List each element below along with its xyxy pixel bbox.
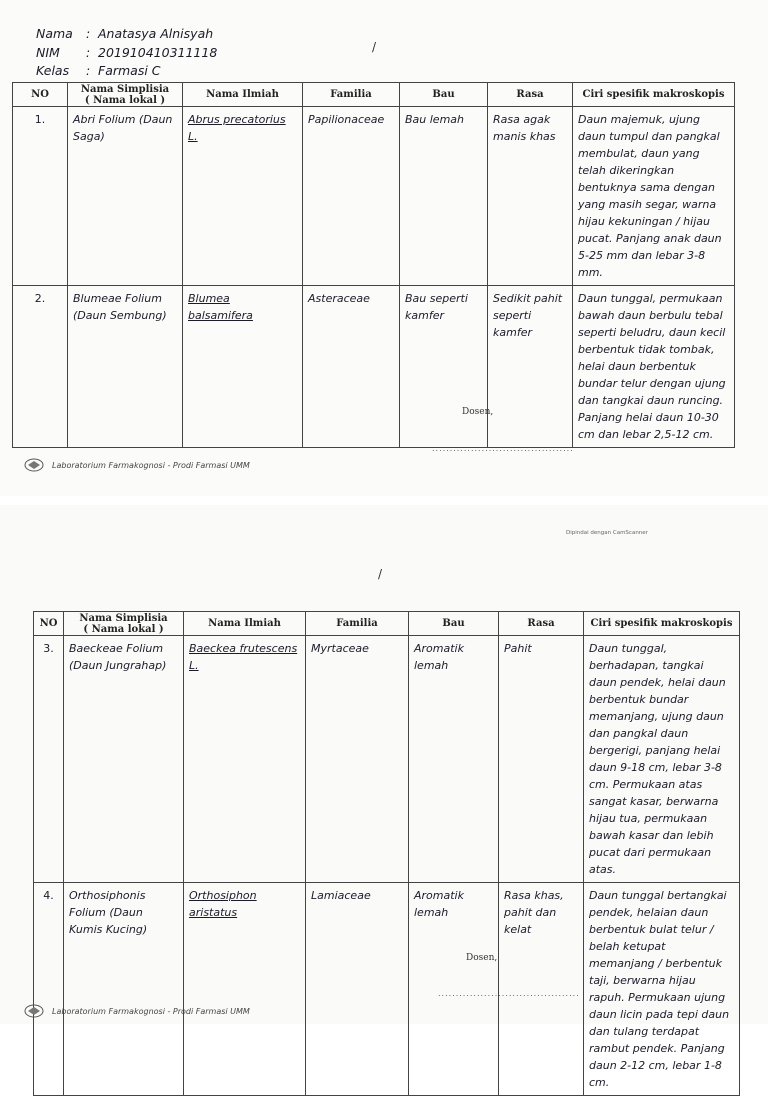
col-header-familia: Familia [303,83,400,107]
kelas-value: Farmasi C [98,63,161,78]
nim-sep: : [86,45,91,60]
page-gap [0,496,768,505]
footer [24,458,250,472]
nama-value: Anatasya Alnisyah [98,26,214,41]
row-ciri: Daun tunggal, berhadapan, tangkai daun pendek, helai daun berbentuk bundar memanjang, ujung daun dan pangkal daun bergerigi, panjang helai daun 9-18 cm, lebar 3-8 cm. Permukaan atas sangat kasar, berwarna hijau tua, permukaan bawah kasar dan lebih pucat dari permukaan atas. [589,642,726,876]
nama-sep: : [86,26,91,41]
row-bau: Bau seperti kamfer [405,292,468,322]
university-logo-icon [24,458,44,472]
row-no: 4. [43,889,54,902]
col-header-simplisia-text: Nama Simplisia ( Nama lokal ) [79,612,168,635]
row-familia: Papilionaceae [308,113,385,126]
table-row [13,286,735,448]
row-bau: Aromatik lemah [414,642,464,672]
signature-line: ........................................ [438,989,580,998]
header-kelas [36,63,161,78]
table-header-row [13,83,735,107]
table-row [34,636,740,883]
row-simplisia: Baeckeae Folium (Daun Jungrahap) [69,642,167,672]
col-header-ilmiah: Nama Ilmiah [183,83,303,107]
row-rasa: Rasa khas, pahit dan kelat [504,889,564,936]
nama-label: Nama [36,26,73,41]
page-sheet-1 [0,0,768,496]
simplisia-table-1 [12,82,735,448]
row-rasa: Rasa agak manis khas [493,113,556,143]
dosen-label: Dosen, [466,953,498,963]
row-simplisia: Blumeae Folium (Daun Sembung) [73,292,167,322]
row-ciri: Daun tunggal, permukaan bawah daun berbulu tebal seperti beludru, daun kecil berbentuk tidak tombak, helai daun berbentuk bundar telur dengan ujung dan tangkai daun runcing. Panjang helai daun 10-30 cm dan lebar 2,5-12 cm. [578,292,726,441]
col-header-rasa: Rasa [488,83,573,107]
col-header-simplisia [64,612,184,636]
col-header-simplisia-text: Nama Simplisia ( Nama lokal ) [80,83,170,106]
row-rasa: Pahit [504,642,532,655]
table-row [34,883,740,1096]
row-no: 1. [34,113,46,126]
row-rasa: Sedikit pahit seperti kamfer [493,292,563,339]
row-simplisia: Abri Folium (Daun Saga) [73,113,173,143]
row-bau: Aromatik lemah [414,889,464,919]
nim-label: NIM [36,45,60,60]
row-ilmiah: Orthosiphon aristatus [189,889,257,919]
col-header-familia: Familia [306,612,409,636]
footer-text: Laboratorium Farmakognosi - Prodi Farmasi UMM [52,460,250,470]
table-header-row [34,612,740,636]
page-sheet-2 [0,505,768,1089]
row-familia: Lamiaceae [311,889,371,902]
tick-mark: / [378,567,383,581]
row-no: 3. [43,642,54,655]
dosen-label: Dosen, [462,407,494,417]
simplisia-table-2 [33,611,740,1096]
col-header-ciri: Ciri spesifik makroskopis [573,83,735,107]
header-nama [36,26,213,41]
row-ciri: Daun tunggal bertangkai pendek, helaian daun berbentuk bulat telur / belah ketupat memanjang / berbentuk taji, berwarna hijau rapuh. Permukaan ujung daun licin pada tepi daun dan tulang terdapat rambut pendek. Panjang daun 2-12 cm, lebar 1-8 cm. [589,889,730,1089]
col-header-no: NO [13,83,68,107]
row-ilmiah: Blumea balsamifera [188,292,253,322]
col-header-simplisia [68,83,183,107]
kelas-sep: : [86,63,91,78]
header-nim [36,45,217,60]
row-familia: Asteraceae [308,292,370,305]
signature-line: ........................................ [432,444,574,453]
col-header-bau: Bau [409,612,499,636]
kelas-label: Kelas [36,63,70,78]
university-logo-icon [24,1004,44,1018]
tick-mark: / [372,40,377,54]
col-header-bau: Bau [400,83,488,107]
col-header-ciri: Ciri spesifik makroskopis [584,612,740,636]
scanner-watermark: Dipindai dengan CamScanner [566,530,648,536]
row-ilmiah: Baeckea frutescens L. [189,642,298,672]
col-header-no: NO [34,612,64,636]
table-row [13,107,735,286]
nim-value: 201910410311118 [98,45,218,60]
col-header-ilmiah: Nama Ilmiah [184,612,306,636]
row-ilmiah: Abrus precatorius L. [188,113,286,143]
row-simplisia: Orthosiphonis Folium (Daun Kumis Kucing) [69,889,148,936]
row-ciri: Daun majemuk, ujung daun tumpul dan pangkal membulat, daun yang telah dikeringkan bentuknya sama dengan yang masih segar, warna hijau kekuningan / hijau pucat. Panjang anak daun 5-25 mm dan lebar 3-8 mm. [578,113,722,279]
row-familia: Myrtaceae [311,642,369,655]
col-header-rasa: Rasa [499,612,584,636]
footer-text: Laboratorium Farmakognosi - Prodi Farmasi UMM [52,1006,250,1016]
footer [24,1004,250,1018]
row-no: 2. [34,292,46,305]
row-bau: Bau lemah [405,113,465,126]
